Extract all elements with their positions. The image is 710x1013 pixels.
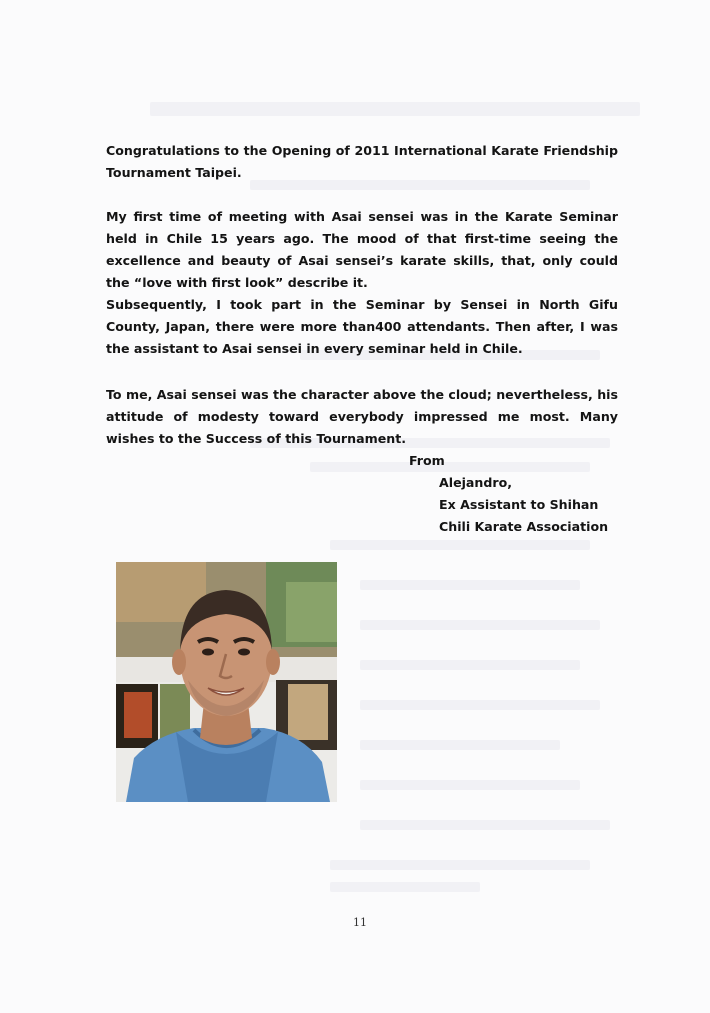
first-meeting-paragraph: My first time of meeting with Asai sensei was in the Karate Seminar held in Chile 15 years ago. The mood of that first-time seeing the excellence and beauty of Asai sensei’s karate skills, that, only could the “love with first look” describe it. bbox=[106, 209, 618, 290]
signature-title: Ex Assistant to Shihan bbox=[439, 497, 599, 512]
signature-from: From bbox=[409, 453, 445, 468]
seminar-paragraph: Subsequently, I took part in the Seminar by Sensei in North Gifu County, Japan, there were more than400 attendants. Then after, I was the assistant to Asai sensei in every seminar held in Chile. bbox=[106, 297, 618, 356]
signature-name: Alejandro, bbox=[439, 475, 513, 490]
signature-organization: Chili Karate Association bbox=[439, 519, 609, 534]
closing-paragraph: To me, Asai sensei was the character above the cloud; nevertheless, his attitude of modesty toward everybody impressed me most. Many wishes to the Success of this Tournament. bbox=[106, 387, 618, 446]
page-number: 11 bbox=[353, 916, 367, 929]
portrait-photo bbox=[116, 562, 337, 802]
greeting-paragraph: Congratulations to the Opening of 2011 International Karate Friendship Tournament Taipei. bbox=[106, 143, 618, 180]
